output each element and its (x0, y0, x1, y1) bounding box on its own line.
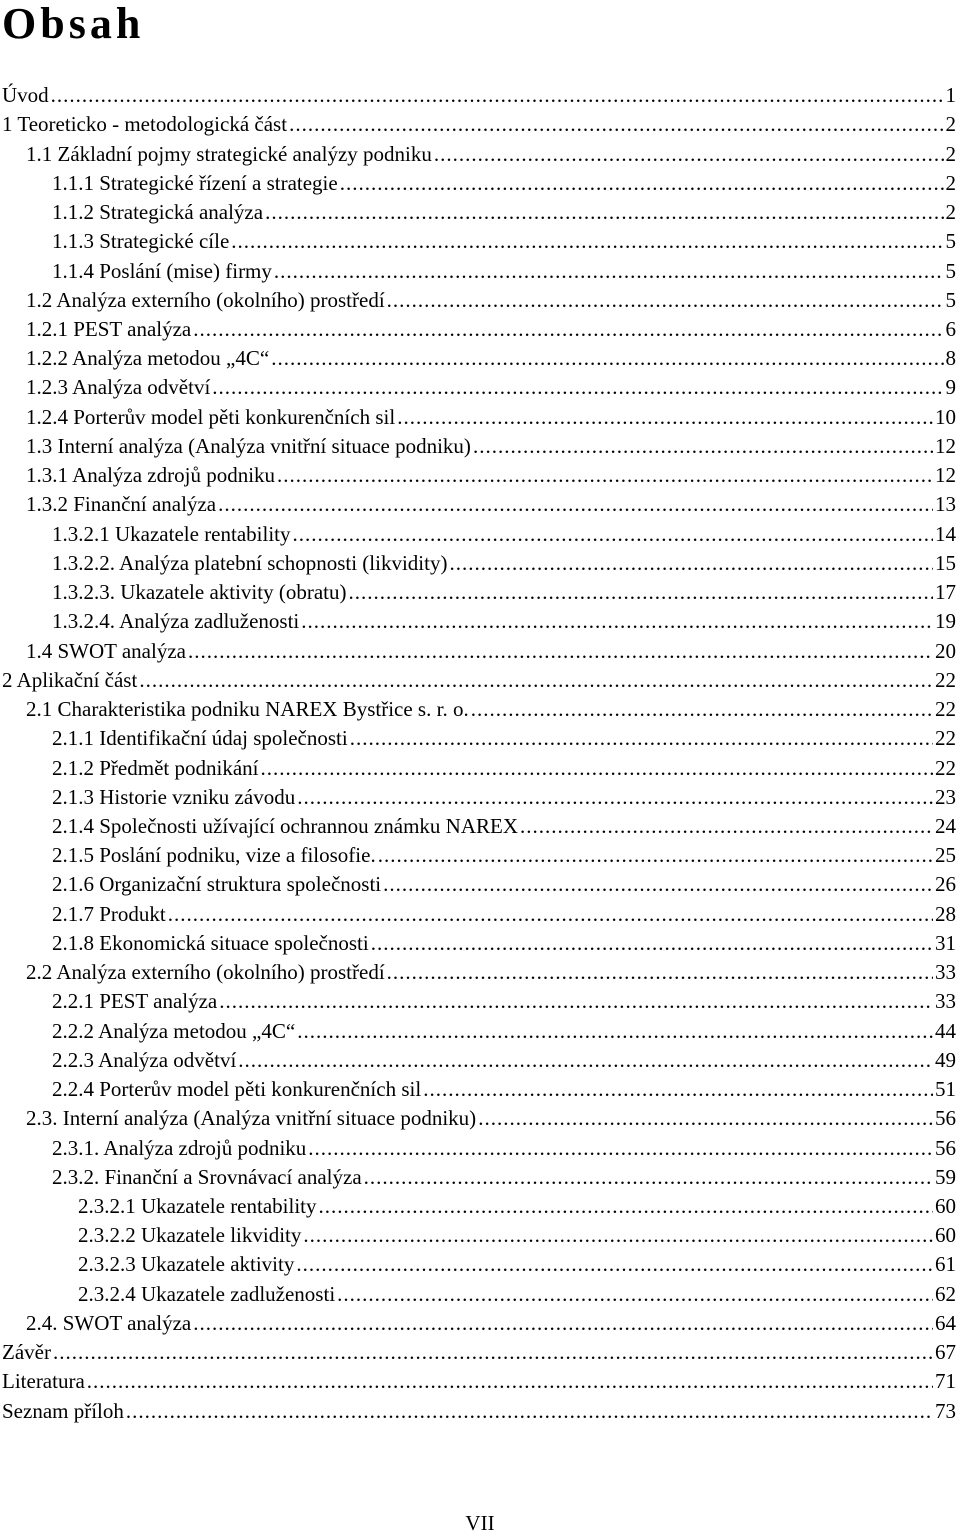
toc-entry[interactable] (0, 636, 960, 665)
toc-entry-page: 23 (935, 784, 956, 809)
toc-entry[interactable] (0, 256, 960, 285)
toc-entry-page: 22 (935, 726, 956, 751)
toc-dot-leader (478, 1104, 933, 1133)
toc-entry[interactable] (0, 1133, 960, 1162)
toc-entry-label: 1.3.2.2. Analýza platební schopnosti (likvidity) (52, 550, 448, 575)
toc-dot-leader (212, 373, 943, 402)
toc-dot-leader (348, 578, 933, 607)
page-number: VII (465, 1511, 495, 1535)
toc-entry[interactable] (0, 139, 960, 168)
toc-dot-leader (296, 1250, 933, 1279)
toc-entry-label: 2.1.4 Společnosti užívající ochrannou známku NAREX (52, 813, 518, 838)
toc-entry-label: 2.1 Charakteristika podniku NAREX Bystřice s. r. o. (26, 697, 469, 722)
toc-dot-leader (168, 900, 933, 929)
toc-entry-label: 2.2.3 Analýza odvětví (52, 1047, 237, 1072)
toc-dot-leader (434, 140, 944, 169)
toc-dot-leader (364, 1163, 933, 1192)
toc-entry-label: 2.1.6 Organizační struktura společnosti (52, 872, 382, 897)
toc-entry-page: 22 (935, 667, 956, 692)
toc-dot-leader (277, 461, 933, 490)
toc-entry-label: 1.3.2.3. Ukazatele aktivity (obratu) (52, 580, 347, 605)
toc-entry-page: 64 (935, 1310, 956, 1335)
toc-entry-page: 6 (945, 316, 956, 341)
toc-entry[interactable] (0, 1367, 960, 1396)
toc-dot-leader (193, 315, 943, 344)
toc-entry-page: 12 (935, 433, 956, 458)
toc-entry-label: 2.2.4 Porterův model pěti konkurenčních sil (52, 1077, 422, 1102)
toc-dot-leader (387, 958, 933, 987)
toc-dot-leader (265, 198, 943, 227)
toc-entry-page: 22 (935, 755, 956, 780)
toc-dot-leader (340, 169, 944, 198)
toc-entry-page: 31 (935, 930, 956, 955)
toc-dot-leader (520, 812, 933, 841)
toc-entry-page: 2 (945, 141, 956, 166)
toc-entry-page: 2 (945, 112, 956, 137)
toc-entry[interactable] (0, 549, 960, 578)
toc-entry-page: 56 (935, 1106, 956, 1131)
toc-dot-leader (293, 520, 934, 549)
toc-entry-label: Úvod (2, 83, 49, 108)
toc-entry[interactable] (0, 1397, 960, 1426)
toc-entry-page: 5 (945, 229, 956, 254)
toc-entry-label: 1.2.1 PEST analýza (26, 316, 192, 341)
toc-entry-label: 2.1.3 Historie vzniku závodu (52, 784, 296, 809)
toc-entry-label: 2.2.2 Analýza metodou „4C“ (52, 1018, 296, 1043)
toc-entry-label: 2.2 Analýza externího (okolního) prostředí (26, 960, 385, 985)
toc-entry-label: 2.3.2. Finanční a Srovnávací analýza (52, 1164, 362, 1189)
toc-entry-page: 71 (935, 1369, 956, 1394)
toc-entry-page: 5 (945, 287, 956, 312)
toc-entry[interactable] (0, 666, 960, 695)
toc-entry[interactable] (0, 578, 960, 607)
toc-entry-page: 2 (945, 200, 956, 225)
toc-dot-leader (350, 724, 933, 753)
toc-entry-label: 2.2.1 PEST analýza (52, 989, 218, 1014)
toc-entry-page: 44 (935, 1018, 956, 1043)
toc-entry-label: 1.3.2.4. Analýza zadluženosti (52, 609, 300, 634)
toc-entry[interactable] (0, 695, 960, 724)
toc-entry-label: 1.2.2 Analýza metodou „4C“ (26, 346, 270, 371)
toc-entry[interactable] (0, 753, 960, 782)
table-of-contents (0, 81, 960, 1426)
toc-entry-page: 24 (935, 813, 956, 838)
toc-entry-label: 2.3.2.2 Ukazatele likvidity (78, 1223, 302, 1248)
toc-entry[interactable] (0, 403, 960, 432)
toc-dot-leader (471, 695, 933, 724)
toc-entry-page: 2 (945, 170, 956, 195)
toc-entry-page: 12 (935, 463, 956, 488)
toc-dot-leader (53, 1338, 933, 1367)
toc-entry-label: 1.1.4 Poslání (mise) firmy (52, 258, 272, 283)
toc-entry-label: 1.3 Interní analýza (Analýza vnitřní situace podniku) (26, 433, 471, 458)
toc-dot-leader (319, 1192, 934, 1221)
toc-dot-leader (87, 1367, 933, 1396)
toc-entry-label: 2.3.2.1 Ukazatele rentability (78, 1194, 317, 1219)
toc-entry-page: 28 (935, 901, 956, 926)
toc-entry[interactable] (0, 286, 960, 315)
toc-entry-label: 1 Teoreticko - metodologická část (2, 112, 288, 137)
toc-dot-leader (378, 841, 933, 870)
toc-entry-label: 1.2 Analýza externího (okolního) prostředí (26, 287, 385, 312)
toc-entry-page: 8 (945, 346, 956, 371)
toc-entry[interactable] (0, 1104, 960, 1133)
toc-entry-page: 49 (935, 1047, 956, 1072)
toc-entry[interactable] (0, 987, 960, 1016)
toc-entry-page: 13 (935, 492, 956, 517)
toc-entry-page: 17 (935, 580, 956, 605)
toc-dot-leader (337, 1280, 933, 1309)
toc-entry-label: 2 Aplikační část (2, 667, 138, 692)
toc-dot-leader (274, 257, 944, 286)
toc-dot-leader (231, 227, 943, 256)
toc-entry[interactable] (0, 81, 960, 110)
toc-entry-label: 1.2.3 Analýza odvětví (26, 375, 211, 400)
toc-entry-page: 10 (935, 404, 956, 429)
toc-entry[interactable] (0, 432, 960, 461)
toc-entry[interactable] (0, 315, 960, 344)
toc-entry[interactable] (0, 344, 960, 373)
toc-entry-label: 2.3.2.4 Ukazatele zadluženosti (78, 1281, 336, 1306)
toc-entry[interactable] (0, 724, 960, 753)
toc-entry-label: 1.3.2 Finanční analýza (26, 492, 217, 517)
toc-entry-page: 61 (935, 1252, 956, 1277)
toc-entry-label: 2.1.1 Identifikační údaj společnosti (52, 726, 348, 751)
toc-entry[interactable] (0, 1163, 960, 1192)
toc-entry-page: 20 (935, 638, 956, 663)
toc-entry-page: 67 (935, 1340, 956, 1365)
toc-entry-label: 2.1.2 Předmět podnikání (52, 755, 259, 780)
toc-entry[interactable] (0, 1046, 960, 1075)
toc-entry[interactable] (0, 929, 960, 958)
toc-dot-leader (397, 403, 933, 432)
toc-entry-label: 1.1 Základní pojmy strategické analýzy podniku (26, 141, 432, 166)
toc-entry[interactable] (0, 110, 960, 139)
toc-entry-page: 5 (945, 258, 956, 283)
toc-entry-page: 25 (935, 843, 956, 868)
toc-entry-page: 14 (935, 521, 956, 546)
toc-entry-page: 73 (935, 1398, 956, 1423)
toc-dot-leader (188, 637, 933, 666)
toc-entry[interactable] (0, 1309, 960, 1338)
toc-entry-page: 22 (935, 697, 956, 722)
toc-entry-page: 56 (935, 1135, 956, 1160)
toc-dot-leader (271, 344, 943, 373)
toc-entry-label: Seznam příloh (2, 1398, 124, 1423)
toc-dot-leader (371, 929, 933, 958)
toc-dot-leader (423, 1075, 933, 1104)
toc-entry[interactable] (0, 841, 960, 870)
toc-entry[interactable] (0, 958, 960, 987)
toc-entry[interactable] (0, 1338, 960, 1367)
toc-entry-label: Závěr (2, 1340, 51, 1365)
toc-dot-leader (126, 1397, 933, 1426)
toc-dot-leader (139, 666, 933, 695)
toc-entry[interactable] (0, 1017, 960, 1046)
page-title: Obsah (2, 0, 145, 48)
toc-entry[interactable] (0, 373, 960, 402)
toc-entry[interactable] (0, 783, 960, 812)
toc-entry-page: 26 (935, 872, 956, 897)
toc-entry-label: 1.1.2 Strategická analýza (52, 200, 264, 225)
toc-entry-label: 2.3.2.3 Ukazatele aktivity (78, 1252, 295, 1277)
toc-entry[interactable] (0, 1192, 960, 1221)
toc-dot-leader (260, 754, 933, 783)
toc-entry[interactable] (0, 227, 960, 256)
toc-entry-label: 1.3.2.1 Ukazatele rentability (52, 521, 291, 546)
toc-dot-leader (297, 1017, 933, 1046)
toc-entry[interactable] (0, 1250, 960, 1279)
toc-dot-leader (51, 81, 944, 110)
toc-entry[interactable] (0, 461, 960, 490)
toc-dot-leader (383, 870, 933, 899)
toc-entry-page: 33 (935, 989, 956, 1014)
toc-dot-leader (387, 286, 944, 315)
toc-entry-label: 2.3. Interní analýza (Analýza vnitřní situace podniku) (26, 1106, 477, 1131)
toc-dot-leader (301, 607, 933, 636)
toc-entry-label: 1.4 SWOT analýza (26, 638, 186, 663)
toc-dot-leader (218, 490, 933, 519)
toc-dot-leader (297, 783, 933, 812)
toc-entry[interactable] (0, 490, 960, 519)
toc-entry-label: 2.1.5 Poslání podniku, vize a filosofie. (52, 843, 376, 868)
toc-entry[interactable] (0, 198, 960, 227)
toc-entry[interactable] (0, 607, 960, 636)
toc-dot-leader (449, 549, 933, 578)
toc-entry-page: 9 (945, 375, 956, 400)
toc-entry[interactable] (0, 812, 960, 841)
toc-entry-label: 2.1.7 Produkt (52, 901, 166, 926)
toc-entry[interactable] (0, 520, 960, 549)
toc-dot-leader (308, 1134, 933, 1163)
toc-entry-page: 59 (935, 1164, 956, 1189)
toc-entry-label: 1.3.1 Analýza zdrojů podniku (26, 463, 276, 488)
toc-entry-label: Literatura (2, 1369, 85, 1394)
toc-entry[interactable] (0, 900, 960, 929)
toc-dot-leader (238, 1046, 933, 1075)
toc-dot-leader (193, 1309, 933, 1338)
toc-entry[interactable] (0, 1280, 960, 1309)
toc-entry-page: 19 (935, 609, 956, 634)
toc-entry-label: 1.1.3 Strategické cíle (52, 229, 230, 254)
toc-entry-page: 60 (935, 1194, 956, 1219)
toc-entry-page: 62 (935, 1281, 956, 1306)
toc-entry-page: 33 (935, 960, 956, 985)
toc-dot-leader (289, 110, 943, 139)
toc-entry-label: 2.3.1. Analýza zdrojů podniku (52, 1135, 307, 1160)
toc-entry-page: 60 (935, 1223, 956, 1248)
toc-entry-page: 1 (945, 83, 956, 108)
toc-entry[interactable] (0, 870, 960, 899)
toc-dot-leader (219, 987, 933, 1016)
toc-entry-page: 51 (935, 1077, 956, 1102)
toc-dot-leader (473, 432, 933, 461)
toc-entry-label: 1.2.4 Porterův model pěti konkurenčních sil (26, 404, 396, 429)
toc-entry-label: 2.4. SWOT analýza (26, 1310, 192, 1335)
toc-entry[interactable] (0, 1221, 960, 1250)
toc-entry[interactable] (0, 169, 960, 198)
toc-entry-label: 1.1.1 Strategické řízení a strategie (52, 170, 338, 195)
toc-entry-page: 15 (935, 550, 956, 575)
toc-entry-label: 2.1.8 Ekonomická situace společnosti (52, 930, 369, 955)
toc-entry[interactable] (0, 1075, 960, 1104)
toc-dot-leader (303, 1221, 933, 1250)
